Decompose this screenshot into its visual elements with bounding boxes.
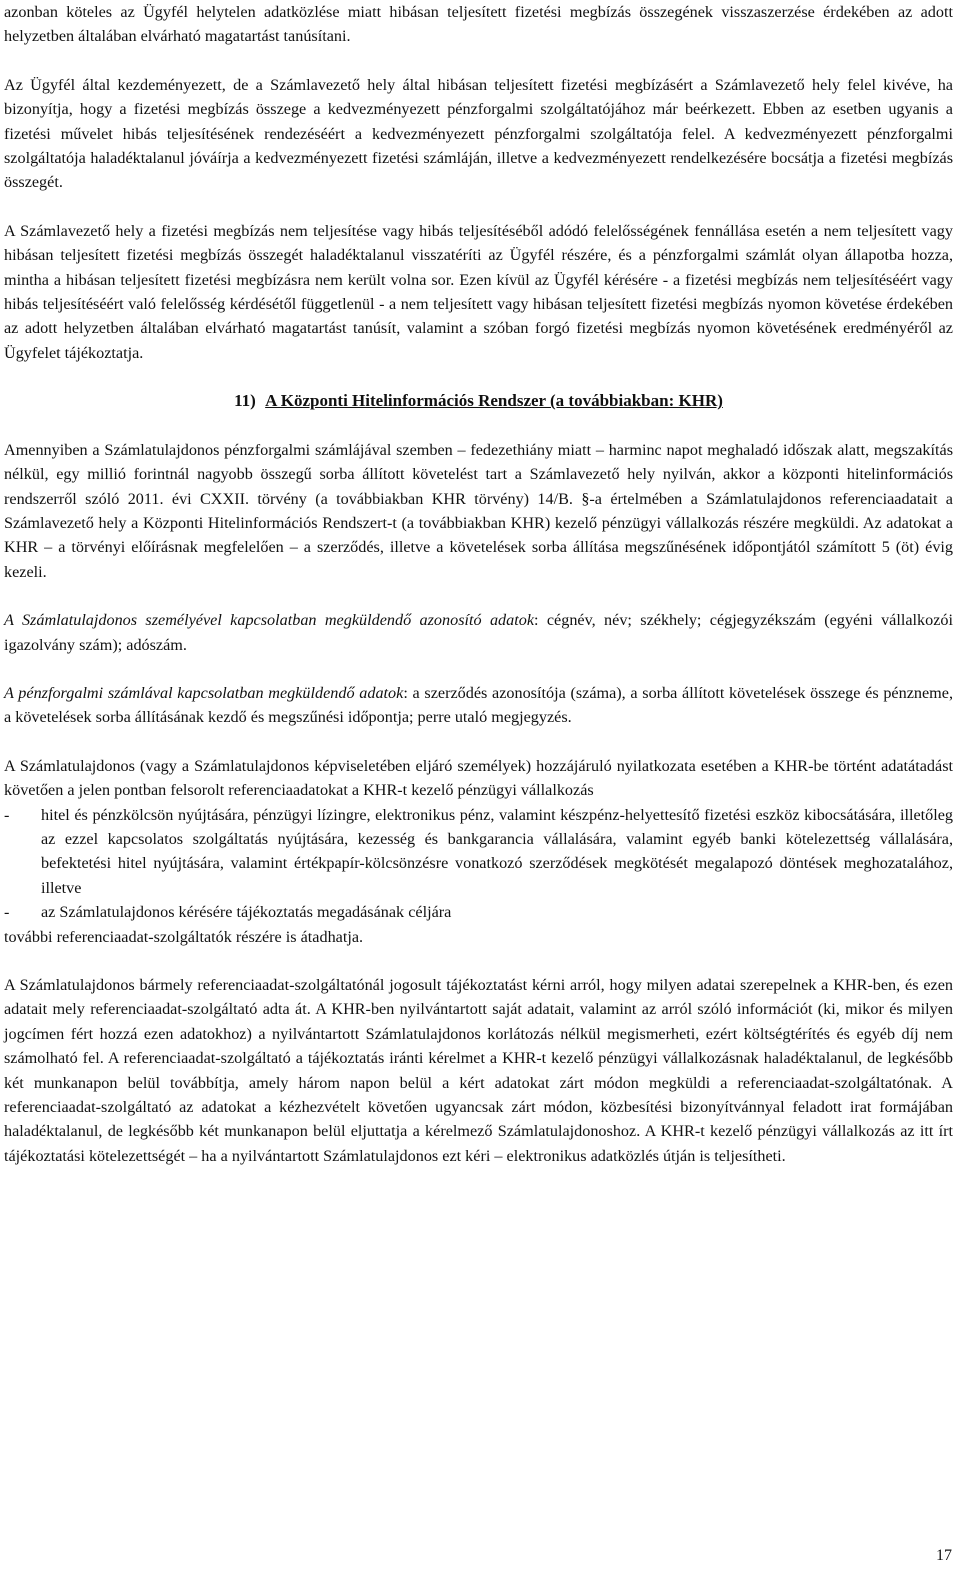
document-page (4, 0, 953, 1168)
identification-data-label: A Számlatulajdonos személyével kapcsolatban megküldendő azonosító adatok (4, 611, 535, 630)
section-number: 11) (234, 391, 256, 411)
section-heading (4, 389, 953, 413)
paragraph-refund: A Számlavezető hely a fizetési megbízás nem teljesítése vagy hibás teljesítéséből adódó felelősségének fennállása esetén a nem teljesített vagy hibásan teljesített fizetési megbízás összegét haladéktalanul visszatéríti az Ügyfél részére, és a pénzforgalmi számlát olyan állapotba hozza, mintha a hibásan teljesített fizetési megbízásra nem került volna sor. Ezen kívül az Ügyfél kérésére - a fizetési megbízás nem teljesítéséért vagy hibás teljesítéséért való felelősség kérdésétől függetlenül - a nem teljesített vagy hibásan teljesített fizetési megbízás nyomon követése érdekében az adott helyzetben általában elvárható magatartást tanúsít, valamint a szóban forgó fizetési megbízás nyomon követésének eredményéről az Ügyfelet tájékoztatja. (4, 221, 953, 362)
paragraph-transfer: további referenciaadat-szolgáltatók részére is átadhatja. (4, 927, 364, 946)
paragraph-identification-data (4, 608, 953, 657)
purpose-list (4, 803, 953, 925)
list-item-text: az Számlatulajdonos kérésére tájékoztatás megadásának céljára (41, 903, 452, 922)
identification-data-list: : cégnév, név; székhely; cégjegyzékszám (egyéni vállalkozói igazolvány szám); adószám. (4, 611, 954, 654)
account-data-label: A pénzforgalmi számlával kapcsolatban megküldendő adatok (4, 683, 404, 702)
section-title: A Központi Hitelinformációs Rendszer (a továbbiakban: KHR) (265, 391, 723, 411)
list-item-text: hitel és pénzkölcsön nyújtására, pénzügyi lízingre, elektronikus pénz, valamint készpénz-helyettesítő fizetési eszköz kibocsátására, illetőleg az ezzel kapcsolatos szolgáltatás nyújtására, kezesség és bankgarancia vállalására, valamint egyéb banki kötelezettség vállalására, befektetési hitel nyújtására, valamint értékpapír-kölcsönzésre vonatkozó szerződések megkötését megalapozó döntések meghozatalához, illetve (41, 805, 953, 897)
list-item (4, 900, 953, 924)
list-dash: - (4, 805, 10, 824)
list-dash: - (4, 903, 10, 922)
paragraph-consent: A Számlatulajdonos (vagy a Számlatulajdonos képviseletében eljáró személyek) hozzájáruló nyilatkozata esetében a KHR-be történt adatátadást követően a jelen pontban felsorolt referenciaadatokat a KHR-t kezelő pénzügyi vállalkozás (4, 756, 953, 800)
paragraph-liability: Az Ügyfél által kezdeményezett, de a Számlavezető hely által hibásan teljesített fizetési megbízásért a Számlavezető hely felel kivéve, ha bizonyítja, hogy a fizetési megbízás összege a kedvezményezett pénzforgalmi szolgáltatójához már beérkezett. Ebben az esetben ugyanis a fizetési művelet hibás teljesítésének rendezéséért a kedvezményezett pénzforgalmi szolgáltatója felel. A kedvezményezett pénzforgalmi szolgáltatója haladéktalanul jóváírja a kedvezményezett fizetési számláján, illetve a kedvezményezett rendelkezésére bocsátja a fizetési megbízás összegét. (4, 75, 953, 192)
page-number: 17 (936, 1547, 952, 1564)
paragraph-continuation: azonban köteles az Ügyfél helytelen adatközlése miatt hibásan teljesített fizetési megbízás összegének visszaszerzése érdekében az adott helyzetben általában elvárható magatartást tanúsítani. (4, 3, 953, 46)
paragraph-khr-intro: Amennyiben a Számlatulajdonos pénzforgalmi számlájával szemben – fedezethiány miatt – harminc napot meghaladó időszak alatt, megszakítás nélkül, egy millió forintnál nagyobb összegű sorba állított követelést tart a Számlavezető hely nyilván, akkor a központi hitelinformációs rendszerről szóló 2011. évi CXXII. törvény (a továbbiakban KHR törvény) 14/B. §-a értelmében a Számlatulajdonos referenciaadatait a Számlavezető hely a Központi Hitelinformációs Rendszert-t (a továbbiakban KHR) kezelő pénzügyi vállalkozás részére megküldi. Az adatokat a KHR – a törvényi előírásnak megfelelően – a szerződés, illetve a követelések sorba állítása megszűnésének időpontjától számított 5 (öt) évig kezeli. (4, 440, 953, 581)
paragraph-information-rights: A Számlatulajdonos bármely referenciaadat-szolgáltatónál jogosult tájékoztatást kérni arról, hogy milyen adatai szerepelnek a KHR-ben, és ezen adatait mely referenciaadat-szolgáltató adta át. A KHR-ben nyilvántartott saját adatait, valamint az arról szóló információt (ki, mikor és milyen jogcímen fért hozzá ezen adatokhoz) a nyilvántartott Számlatulajdonos korlátozás nélkül megismerheti, ezért költségtérítés és egyéb díj nem számolható fel. A referenciaadat-szolgáltató a tájékoztatás iránti kérelmet a KHR-t kezelő pénzügyi vállalkozásnak haladéktalanul, de legkésőbb két munkanapon belül továbbítja, amely három napon belül a kért adatokat zárt módon megküldi a referenciaadat-szolgáltatónak. A referenciaadat-szolgáltató az adatokat a kézhezvételt követően ugyancsak zárt módon, közbesítési bizonyítvánnyal feladott irat formájában haladéktalanul, de legkésőbb két munkanapon belül eljuttatja a kérelmező Számlatulajdonoshoz. A KHR-t kezelő pénzügyi vállalkozás az itt írt tájékoztatási kötelezettségét – ha a nyilvántartott Számlatulajdonos ezt kéri – elektronikus adatközlés útján is teljesítheti. (4, 976, 953, 1165)
list-item (4, 803, 953, 901)
paragraph-account-data (4, 681, 953, 730)
account-data-list: : a szerződés azonosítója (száma), a sorba állított követelések összege és pénzneme, a követelések sorba állításának kezdő és megszűnési időpontja; perre utaló megjegyzés. (4, 683, 953, 727)
